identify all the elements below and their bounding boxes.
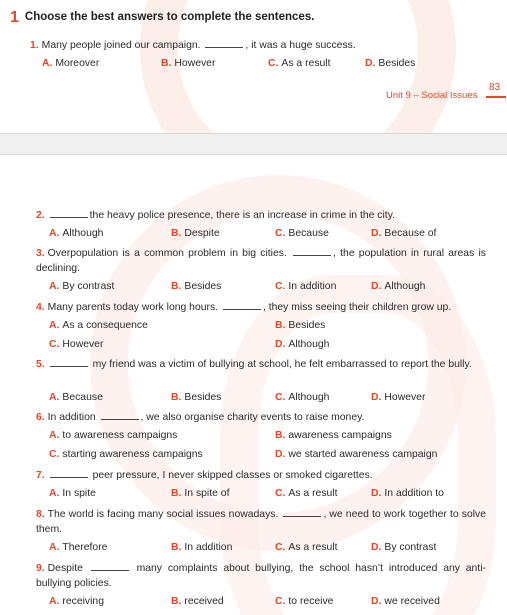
q5-option-c[interactable]: C. Although: [275, 392, 330, 403]
question-1: 1. Many people joined our campaign. , it was a huge success.: [30, 40, 356, 51]
q2-option-d[interactable]: D. Because of: [371, 228, 437, 239]
question-6: 6. In addition , we also organise charity events to raise money.: [36, 412, 365, 423]
q2-option-a[interactable]: A. Although: [49, 228, 104, 239]
q5-option-a[interactable]: A. Because: [49, 392, 103, 403]
task-title: Choose the best answers to complete the sentences.: [24, 11, 315, 23]
question-8: 8. The world is facing many social issues nowadays. , we need to work together to solve them.: [36, 509, 486, 535]
q3-option-c[interactable]: C. In addition: [275, 281, 337, 292]
answer-blank[interactable]: [91, 561, 129, 571]
answer-blank[interactable]: [50, 468, 88, 478]
question-9: 9. Despite many complaints about bullying, the school hasn’t introduced any anti-bullying policies.: [36, 563, 486, 589]
q2-option-c[interactable]: C. Because: [275, 228, 329, 239]
q7-option-a[interactable]: A. In spite: [49, 488, 96, 499]
answer-blank[interactable]: [223, 300, 261, 310]
q8-option-b[interactable]: B. In addition: [171, 542, 233, 553]
answer-blank[interactable]: [101, 410, 139, 420]
page-number-rule: [486, 96, 506, 98]
page-bottom: [0, 155, 507, 615]
q9-option-b[interactable]: B. received: [171, 596, 224, 607]
q4-option-c[interactable]: C. However: [49, 339, 104, 350]
q9-option-a[interactable]: A. receiving: [49, 596, 104, 607]
task-number: 1: [10, 9, 19, 26]
q5-option-d[interactable]: D. However: [371, 392, 426, 403]
q6-option-c[interactable]: C. starting awareness campaigns: [49, 449, 203, 460]
q9-option-c[interactable]: C. to receive: [275, 596, 334, 607]
q9-option-d[interactable]: D. we received: [371, 596, 440, 607]
q7-option-b[interactable]: B. In spite of: [171, 488, 230, 499]
q8-option-c[interactable]: C. As a result: [275, 542, 338, 553]
q6-option-a[interactable]: A. to awareness campaigns: [49, 430, 178, 441]
q4-option-b[interactable]: B. Besides: [275, 320, 326, 331]
q1-option-b[interactable]: B. However: [161, 58, 216, 69]
q5-option-b[interactable]: B. Besides: [171, 392, 222, 403]
q3-option-d[interactable]: D. Although: [371, 281, 426, 292]
question-3: 3. Overpopulation is a common problem in big cities. , the population in rural areas is declining.: [36, 248, 486, 274]
unit-label: Unit 9 – Social Issues: [386, 90, 478, 101]
q4-option-d[interactable]: D. Although: [275, 339, 330, 350]
q8-option-a[interactable]: A. Therefore: [49, 542, 108, 553]
q8-option-d[interactable]: D. By contrast: [371, 542, 437, 553]
q1-option-a[interactable]: A. Moreover: [42, 58, 100, 69]
q1-option-d[interactable]: D. Besides: [365, 58, 416, 69]
q4-option-a[interactable]: A. As a consequence: [49, 320, 148, 331]
answer-blank[interactable]: [50, 357, 88, 367]
q3-option-a[interactable]: A. By contrast: [49, 281, 115, 292]
q6-option-d[interactable]: D. we started awareness campaign: [275, 449, 438, 460]
q6-option-b[interactable]: B. awareness campaigns: [275, 430, 392, 441]
question-5: 5. my friend was a victim of bullying at school, he felt embarrassed to report the bully.: [36, 359, 472, 370]
q7-option-c[interactable]: C. As a result: [275, 488, 338, 499]
task-heading: [10, 9, 314, 27]
page-number: 83: [489, 82, 501, 93]
q1-option-c[interactable]: C. As a result: [268, 58, 331, 69]
answer-blank[interactable]: [283, 507, 321, 517]
page-gap: [0, 133, 507, 155]
answer-blank[interactable]: [293, 246, 331, 256]
answer-blank[interactable]: [205, 38, 243, 48]
q2-option-b[interactable]: B. Despite: [171, 228, 220, 239]
q3-option-b[interactable]: B. Besides: [171, 281, 222, 292]
question-2: 2. the heavy police presence, there is an increase in crime in the city.: [36, 210, 396, 221]
q7-option-d[interactable]: D. In addition to: [371, 488, 444, 499]
question-4: 4. Many parents today work long hours. , they miss seeing their children grow up.: [36, 302, 452, 313]
answer-blank[interactable]: [50, 208, 88, 218]
page-top: [0, 0, 507, 133]
question-7: 7. peer pressure, I never skipped classes or smoked cigarettes.: [36, 470, 373, 481]
